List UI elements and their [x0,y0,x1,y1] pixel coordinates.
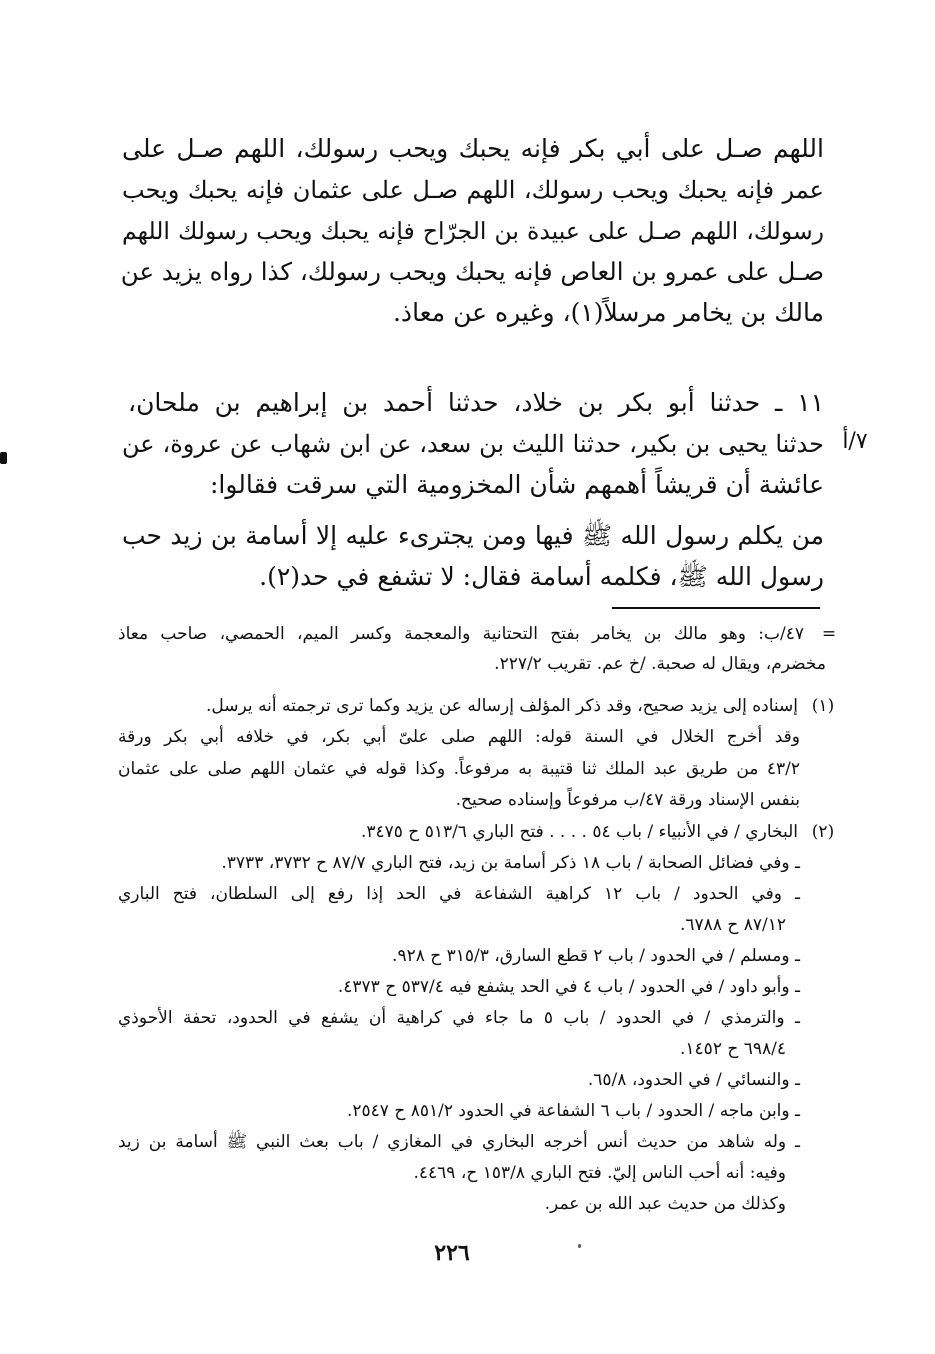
footnote-line: إسناده إلى يزيد صحيح، وقد ذكر المؤلف إرساله عن يزيد وكما ترى ترجمته أنه يرسل. [206,696,798,716]
footnote-line: وفيه: أنه أحب الناس إليّ. فتح الباري ١٥٣/٨ ح، ٤٤٦٩. [413,1163,786,1183]
footnote-line: وقد أخرج الخلال في السنة قوله: اللهم صلى علىّ أبي بكر، في خلافه أبي بكر ورقة [118,727,800,747]
footnote-line: بنفس الإسناد ورقة ٤٧/ب مرفوعاً وإسناده صحيح. [455,790,800,810]
main-text-line: حدثنا يحيى بن بكير، حدثنا الليث بن سعد، عن ابن شهاب عن عروة، عن [122,430,824,458]
footnote-line: ـ وفي فضائل الصحابة / باب ١٨ ذكر أسامة بن زيد، فتح الباري ٨٧/٧ ح ٣٧٣٢، ٣٧٣٣. [221,853,800,873]
main-text-line: صـل على عمرو بن العاص فإنه يحبك ويحب رسولك، كذا رواه يزيد عن [120,257,824,286]
footnote-line: البخاري / في الأنبياء / باب ٥٤ . . . . فتح الباري ٥١٣/٦ ح ٣٤٧٥. [360,822,798,842]
main-text-line: اللهم صـل على أبي بكر فإنه يحبك ويحب رسولك، اللهم صـل على [122,134,824,163]
main-text-line: رسولك، اللهم صـل على عبيدة بن الجرّاح فإنه يحبك ويحب رسولك اللهم [122,217,824,245]
scan-speck [578,1244,581,1248]
footnote-line: ـ وله شاهد من حديث أنس أخرجه البخاري في المغازي / باب بعث النبي ﷺ أسامة بن زيد [118,1132,800,1152]
footnote-line: مخضرم، ويقال له صحبة. /خ عم. تقريب ٢٢٧/٢. [494,654,826,674]
footnote-line: ـ وابن ماجه / الحدود / باب ٦ الشفاعة في الحدود ٨٥١/٢ ح ٢٥٤٧. [346,1101,800,1121]
main-text-line: عمر فإنه يحبك ويحب رسولك، اللهم صـل على عثمان فإنه يحبك ويحب [122,176,824,204]
footnote-separator [612,607,820,609]
main-text-line: عائشة أن قريشاً أهمهم شأن المخزومية التي سرقت فقالوا: [209,470,824,499]
footnote-line: ـ وأبو داود / في الحدود / باب ٤ في الحد يشفع فيه ٥٣٧/٤ ح ٤٣٧٣. [337,977,800,997]
main-text-line: رسول الله ﷺ، فكلمه أسامة فقال: لا تشفع في حد(٢). [259,562,824,591]
footnote-line: ـ والنسائي / في الحدود، ٦٥/٨. [587,1070,800,1090]
footnote-line: وكذلك من حديث عبد الله بن عمر. [544,1194,786,1214]
footnote-line: ٤٣/٢ من طريق عبد الملك ثنا قتيبة به مرفوعاً. وكذا قوله في عثمان اللهم صلى على عثمان [118,759,800,779]
footnote-line: ـ وفي الحدود / باب ١٢ كراهية الشفاعة في الحد إذا رفع إلى السلطان، فتح الباري [118,884,800,904]
footnote-line: ٦٩٨/٤ ح ١٤٥٢. [680,1039,786,1059]
main-text-line: من يكلم رسول الله ﷺ فيها ومن يجترىء عليه إلا أسامة بن زيد حب [122,521,824,550]
margin-folio-note: ٧/أ [842,429,868,454]
page-number: ٢٢٦ [434,1240,470,1266]
footnote-line: ٨٧/١٢ ح ٦٧٨٨. [680,915,786,935]
footnote-continuation-marker: = [821,624,837,644]
footnote-line: ٤٧/ب: وهو مالك بن يخامر بفتح التحتانية والمعجمة وكسر الميم، الحمصي، صاحب معاذ [118,624,804,644]
footnote-line: ـ والترمذي / في الحدود / باب ٥ ما جاء في كراهية أن يشفع في الحدود، تحفة الأحوذي [118,1008,801,1028]
footnote-marker: (٢) [811,822,835,842]
main-text-line: مالك بن يخامر مرسلاً(١)، وغيره عن معاذ. [392,298,824,327]
footnote-marker: (١) [811,696,835,716]
footnote-line: ـ ومسلم / في الحدود / باب ٢ قطع السارق، ٣١٥/٣ ح ٩٢٨. [392,946,800,966]
main-text-line: ١١ ـ حدثنا أبو بكر بن خلاد، حدثنا أحمد بن إبراهيم بن ملحان، [128,388,824,417]
edge-mark [0,452,7,464]
